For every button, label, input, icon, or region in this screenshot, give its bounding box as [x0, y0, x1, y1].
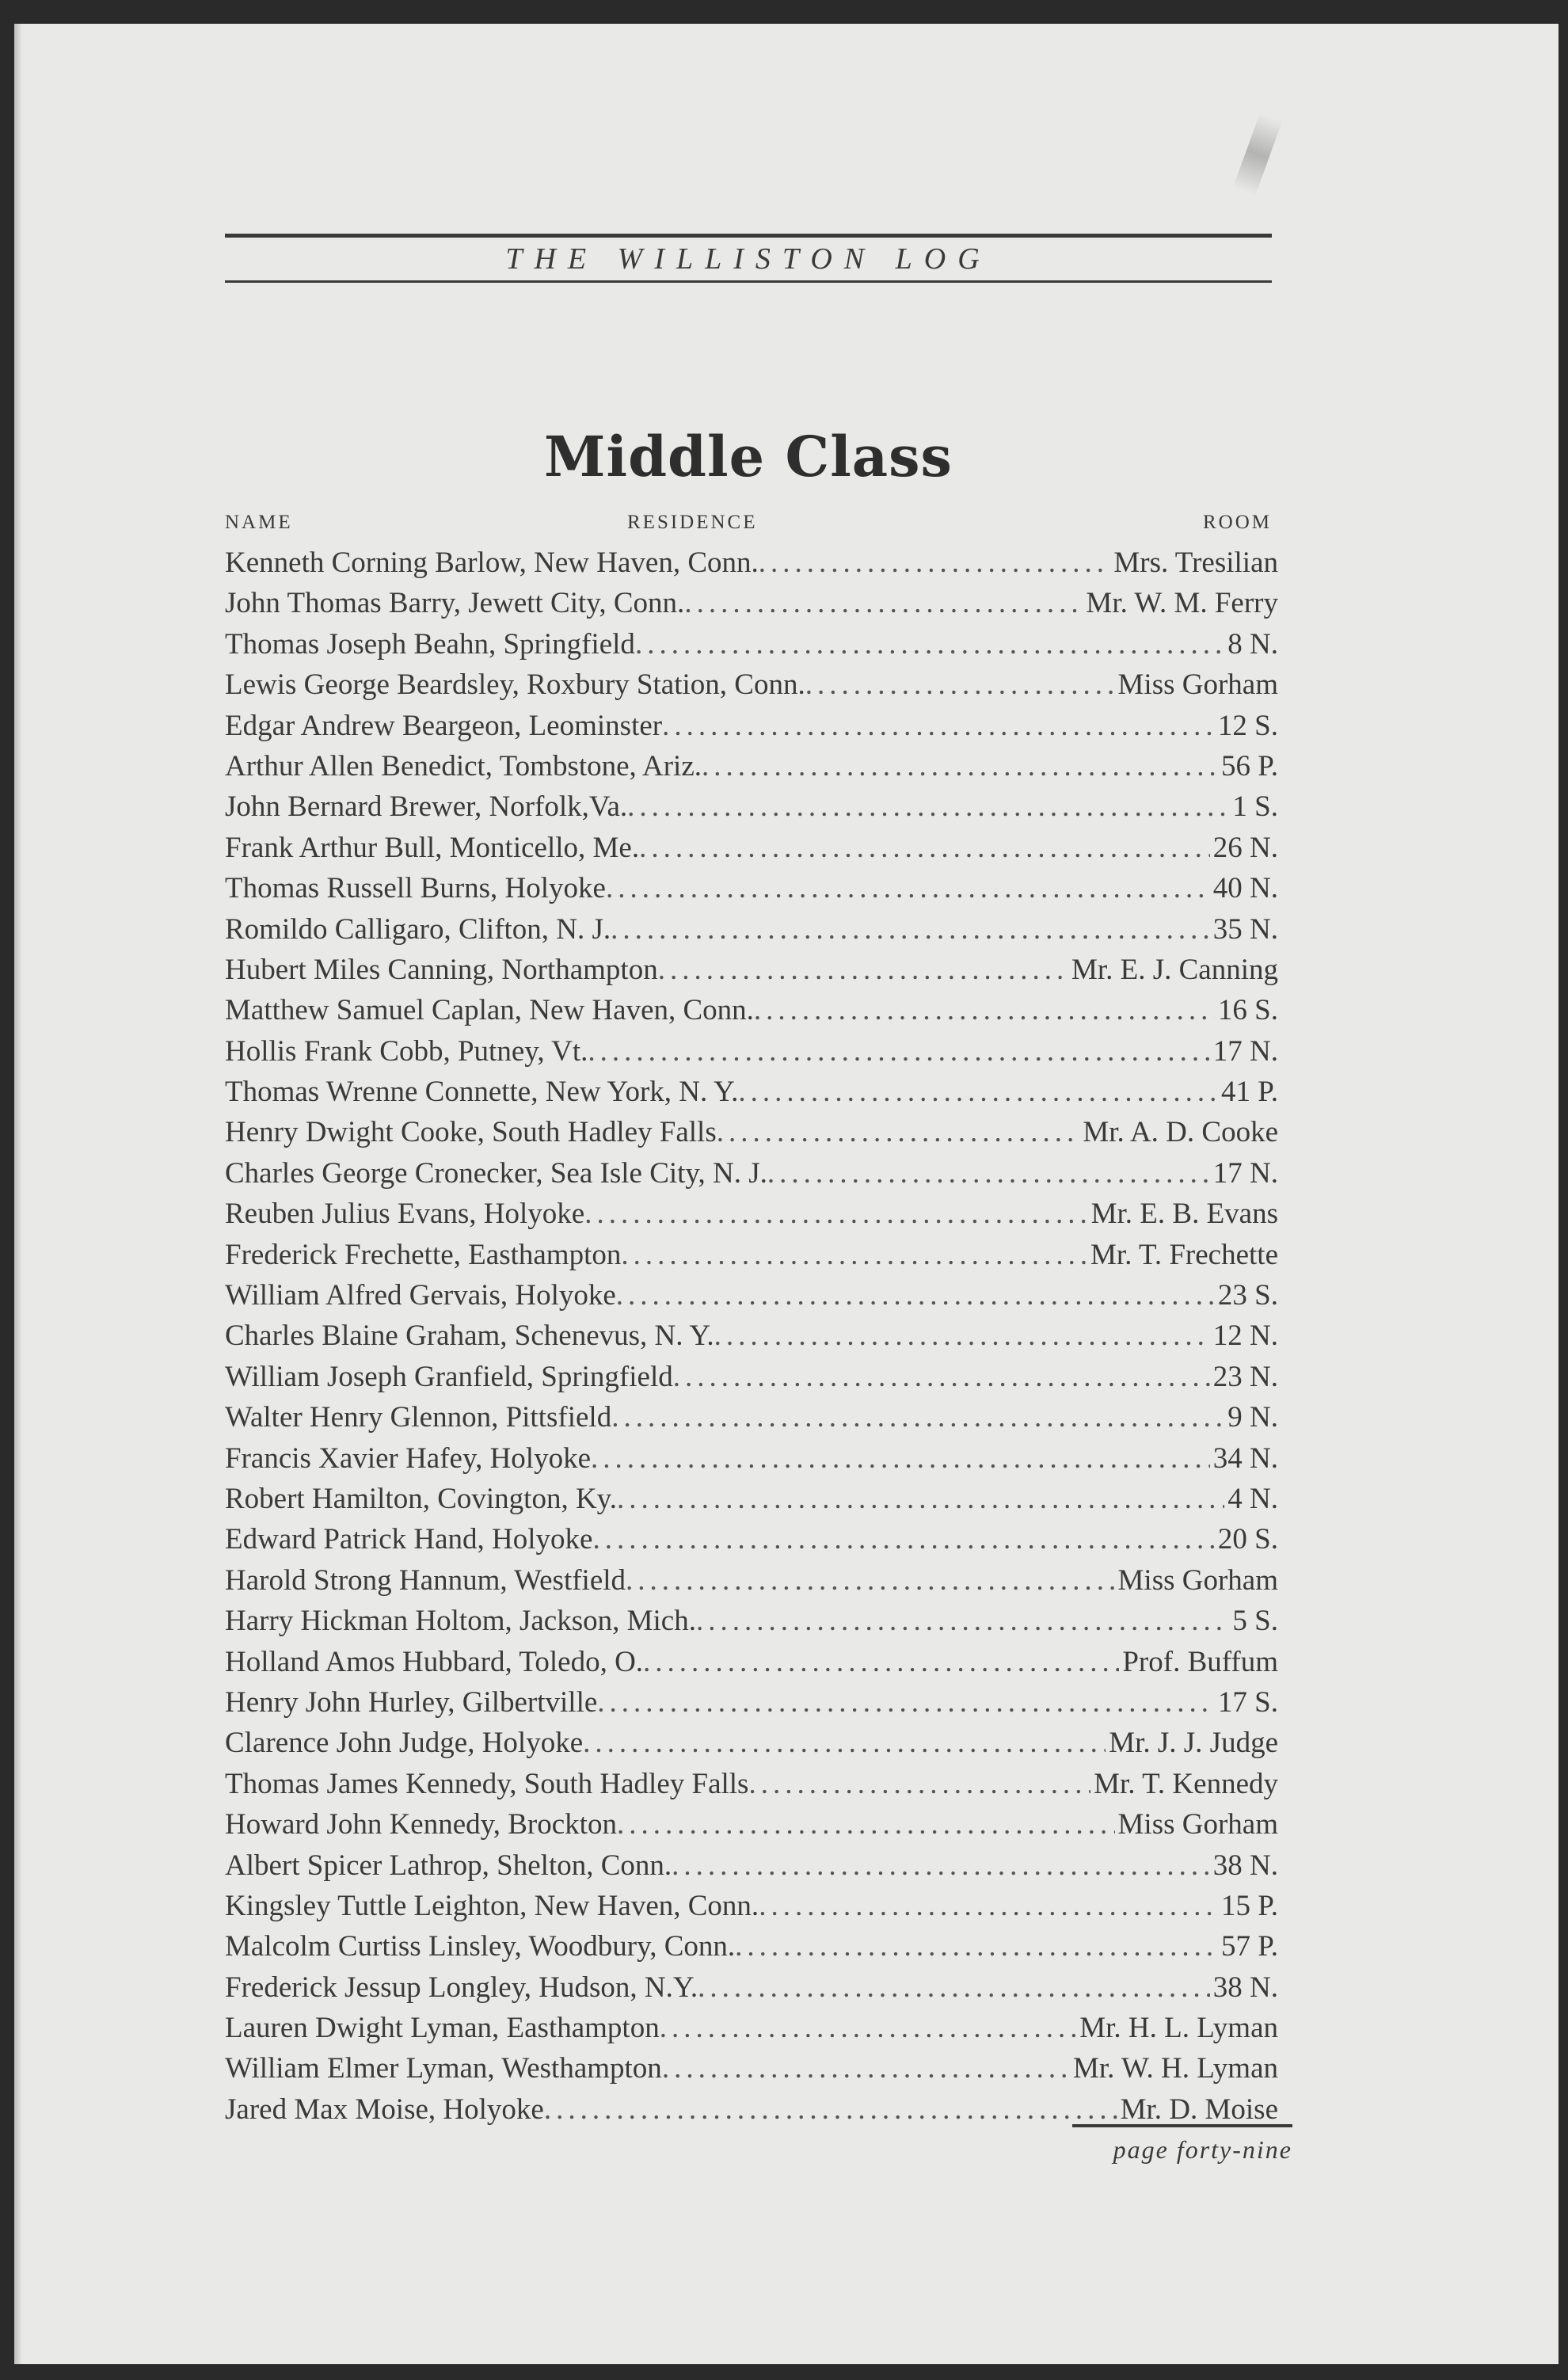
- dot-leader: [672, 1845, 1210, 1886]
- student-name-residence: Lewis George Beardsley, Roxbury Station, Conn.: [225, 668, 805, 702]
- student-name-residence: Holland Amos Hubbard, Toledo, O.: [225, 1645, 644, 1678]
- student-room: 38 N.: [1212, 1971, 1278, 2004]
- student-name-residence: Charles George Cronecker, Sea Isle City, N. J.: [225, 1156, 767, 1190]
- student-room: 4 N.: [1227, 1482, 1278, 1515]
- student-name-residence: Kenneth Corning Barlow, New Haven, Conn.: [225, 546, 759, 579]
- roster-row: [225, 2008, 1278, 2048]
- roster-row: [225, 664, 1278, 705]
- dot-leader: [714, 1316, 1210, 1356]
- student-name-residence: Lauren Dwight Lyman, Easthampton: [225, 2012, 660, 2045]
- dot-leader: [738, 1072, 1218, 1112]
- dot-leader: [759, 1886, 1218, 1926]
- student-room: Mr. W. M. Ferry: [1086, 587, 1278, 620]
- dot-leader: [696, 1601, 1229, 1641]
- roster-row: [225, 706, 1278, 746]
- student-room: 5 S.: [1232, 1605, 1278, 1638]
- running-header: [225, 234, 1272, 283]
- student-name-residence: Thomas Wrenne Connette, New York, N. Y.: [225, 1076, 739, 1109]
- roster-row: [225, 1560, 1278, 1601]
- student-name-residence: Reuben Julius Evans, Holyoke: [225, 1198, 585, 1231]
- roster-row: [225, 1804, 1278, 1845]
- student-name-residence: William Alfred Gervais, Holyoke: [225, 1279, 616, 1312]
- student-room: Mr. T. Frechette: [1090, 1238, 1278, 1271]
- student-room: Mr. H. L. Lyman: [1079, 2012, 1278, 2045]
- dot-leader: [635, 624, 1224, 664]
- student-room: Miss Gorham: [1117, 1563, 1278, 1597]
- dot-leader: [617, 1804, 1115, 1845]
- student-room: Mr. E. B. Evans: [1090, 1198, 1278, 1231]
- roster-row: [225, 1845, 1278, 1886]
- dot-leader: [702, 746, 1218, 786]
- student-name-residence: Harold Strong Hannum, Westfield: [225, 1563, 626, 1597]
- roster-row: [225, 746, 1278, 786]
- student-room: Mr. D. Moise: [1120, 2092, 1278, 2126]
- roster-row: [225, 1438, 1278, 1479]
- dot-leader: [639, 828, 1210, 868]
- student-name-residence: Kingsley Tuttle Leighton, New Haven, Conn.: [225, 1889, 759, 1922]
- roster-row: [225, 786, 1278, 827]
- dot-leader: [626, 1560, 1114, 1601]
- student-room: 26 N.: [1212, 831, 1278, 864]
- student-name-residence: Malcolm Curtiss Linsley, Woodbury, Conn.: [225, 1930, 736, 1963]
- student-room: 12 N.: [1212, 1319, 1278, 1353]
- student-room: 40 N.: [1212, 872, 1278, 905]
- dot-leader: [754, 990, 1215, 1030]
- student-room: 8 N.: [1227, 627, 1278, 661]
- dot-leader: [658, 950, 1068, 990]
- dot-leader: [717, 1112, 1080, 1152]
- student-name-residence: Hollis Frank Cobb, Putney, Vt.: [225, 1034, 588, 1068]
- roster-row: [225, 1357, 1278, 1397]
- roster-row: [225, 1072, 1278, 1112]
- dot-leader: [611, 909, 1210, 950]
- dot-leader: [592, 1519, 1214, 1559]
- student-name-residence: William Elmer Lyman, Westhampton: [225, 2052, 662, 2085]
- student-name-residence: Francis Xavier Hafey, Holyoke: [225, 1441, 591, 1475]
- student-name-residence: Harry Hickman Holtom, Jackson, Mich.: [225, 1605, 696, 1638]
- student-name-residence: Howard John Kennedy, Brockton: [225, 1808, 617, 1841]
- student-roster: [225, 543, 1278, 2130]
- student-room: Mrs. Tresilian: [1113, 546, 1278, 579]
- student-room: 15 P.: [1221, 1889, 1278, 1922]
- student-room: 56 P.: [1221, 749, 1278, 783]
- student-room: 57 P.: [1221, 1930, 1278, 1963]
- student-name-residence: Robert Hamilton, Covington, Ky.: [225, 1482, 618, 1515]
- student-room: 17 S.: [1217, 1685, 1278, 1719]
- dot-leader: [767, 1153, 1210, 1194]
- student-room: 35 N.: [1212, 912, 1278, 946]
- student-room: Miss Gorham: [1117, 668, 1278, 702]
- dot-leader: [805, 664, 1115, 705]
- column-header-room: ROOM: [1202, 512, 1272, 533]
- student-room: Mr. J. J. Judge: [1109, 1727, 1278, 1760]
- dot-leader: [673, 1357, 1210, 1397]
- dot-leader: [662, 706, 1215, 746]
- dot-leader: [660, 2008, 1077, 2048]
- student-room: 38 N.: [1212, 1849, 1278, 1882]
- student-name-residence: Albert Spicer Lathrop, Shelton, Conn.: [225, 1849, 672, 1882]
- student-name-residence: John Thomas Barry, Jewett City, Conn.: [225, 587, 685, 620]
- roster-row: [225, 1031, 1278, 1072]
- roster-row: [225, 990, 1278, 1030]
- roster-row: [225, 1397, 1278, 1438]
- student-name-residence: John Bernard Brewer, Norfolk,Va.: [225, 790, 628, 824]
- roster-row: [225, 909, 1278, 950]
- dot-leader: [735, 1926, 1218, 1967]
- dot-leader: [588, 1031, 1209, 1072]
- student-room: 12 S.: [1217, 709, 1278, 742]
- page-folio: page forty-nine: [1113, 2135, 1292, 2164]
- student-room: Mr. T. Kennedy: [1094, 1767, 1278, 1800]
- roster-row: [225, 583, 1278, 623]
- dot-leader: [759, 543, 1111, 583]
- roster-row: [225, 950, 1278, 990]
- dot-leader: [662, 2048, 1070, 2089]
- roster-row: [225, 543, 1278, 583]
- student-name-residence: Frederick Frechette, Easthampton: [225, 1238, 622, 1271]
- dot-leader: [611, 1397, 1224, 1438]
- pencil-mark: [1233, 113, 1282, 196]
- roster-row: [225, 1886, 1278, 1926]
- student-name-residence: Walter Henry Glennon, Pittsfield: [225, 1401, 612, 1434]
- roster-row: [225, 1194, 1278, 1234]
- column-header-name: NAME: [225, 512, 293, 533]
- student-name-residence: Jared Max Moise, Holyoke: [225, 2092, 544, 2126]
- student-room: 16 S.: [1217, 994, 1278, 1027]
- dot-leader: [597, 1682, 1215, 1723]
- roster-row: [225, 1642, 1278, 1682]
- student-room: Mr. E. J. Canning: [1071, 953, 1278, 986]
- student-room: 17 N.: [1212, 1034, 1278, 1068]
- student-room: 23 N.: [1212, 1360, 1278, 1393]
- student-name-residence: Charles Blaine Graham, Schenevus, N. Y.: [225, 1319, 714, 1353]
- dot-leader: [591, 1438, 1210, 1479]
- student-room: Prof. Buffum: [1122, 1645, 1278, 1678]
- dot-leader: [627, 786, 1229, 827]
- roster-row: [225, 1967, 1278, 2008]
- roster-row: [225, 1682, 1278, 1723]
- roster-row: [225, 828, 1278, 868]
- page-spine-shadow: [14, 24, 22, 2364]
- roster-row: [225, 1926, 1278, 1967]
- student-name-residence: Thomas Joseph Beahn, Springfield: [225, 627, 635, 661]
- student-name-residence: Matthew Samuel Caplan, New Haven, Conn.: [225, 994, 754, 1027]
- dot-leader: [621, 1235, 1087, 1275]
- dot-leader: [748, 1764, 1090, 1804]
- student-room: Miss Gorham: [1117, 1808, 1278, 1841]
- student-name-residence: Henry John Hurley, Gilbertville: [225, 1685, 598, 1719]
- footer-rule: [1072, 2124, 1292, 2127]
- roster-row: [225, 1601, 1278, 1641]
- student-room: Mr. A. D. Cooke: [1083, 1116, 1278, 1149]
- student-room: 9 N.: [1227, 1401, 1278, 1434]
- dot-leader: [698, 1967, 1210, 2008]
- roster-row: [225, 868, 1278, 908]
- dot-leader: [684, 583, 1083, 623]
- student-name-residence: Edward Patrick Hand, Holyoke: [225, 1523, 593, 1556]
- dot-leader: [606, 868, 1210, 908]
- student-name-residence: Frederick Jessup Longley, Hudson, N.Y.: [225, 1971, 698, 2004]
- student-room: 41 P.: [1221, 1076, 1278, 1109]
- dot-leader: [643, 1642, 1119, 1682]
- dot-leader: [544, 2089, 1117, 2130]
- roster-row: [225, 1275, 1278, 1316]
- header-rule-bottom: [225, 280, 1272, 283]
- column-header-residence: RESIDENCE: [627, 512, 758, 533]
- student-room: 17 N.: [1212, 1156, 1278, 1190]
- student-name-residence: Edgar Andrew Beargeon, Leominster: [225, 709, 663, 742]
- student-name-residence: Hubert Miles Canning, Northampton: [225, 953, 658, 986]
- student-name-residence: William Joseph Granfield, Springfield: [225, 1360, 673, 1393]
- roster-row: [225, 1112, 1278, 1152]
- student-room: 1 S.: [1232, 790, 1278, 824]
- roster-row: [225, 1479, 1278, 1519]
- running-header-title: THE WILLISTON LOG: [505, 242, 991, 276]
- roster-row: [225, 1153, 1278, 1194]
- section-title: Middle Class: [544, 424, 953, 489]
- dot-leader: [583, 1723, 1106, 1763]
- roster-row: [225, 1764, 1278, 1804]
- student-name-residence: Thomas James Kennedy, South Hadley Falls: [225, 1767, 749, 1800]
- student-room: 23 S.: [1217, 1279, 1278, 1312]
- student-room: Mr. W. H. Lyman: [1072, 2052, 1278, 2085]
- dot-leader: [584, 1194, 1087, 1234]
- dot-leader: [616, 1275, 1215, 1316]
- roster-row: [225, 1723, 1278, 1763]
- page: [14, 24, 1558, 2364]
- dot-leader: [617, 1479, 1224, 1519]
- student-name-residence: Frank Arthur Bull, Monticello, Me.: [225, 831, 640, 864]
- roster-row: [225, 1519, 1278, 1559]
- roster-row: [225, 1235, 1278, 1275]
- student-name-residence: Clarence John Judge, Holyoke: [225, 1727, 584, 1760]
- student-room: 34 N.: [1212, 1441, 1278, 1475]
- student-name-residence: Arthur Allen Benedict, Tombstone, Ariz.: [225, 749, 702, 783]
- student-name-residence: Romildo Calligaro, Clifton, N. J.: [225, 912, 611, 946]
- student-room: 20 S.: [1217, 1523, 1278, 1556]
- student-name-residence: Henry Dwight Cooke, South Hadley Falls: [225, 1116, 717, 1149]
- roster-row: [225, 2048, 1278, 2089]
- roster-row: [225, 1316, 1278, 1356]
- student-name-residence: Thomas Russell Burns, Holyoke: [225, 872, 606, 905]
- roster-row: [225, 624, 1278, 664]
- column-headers: [225, 508, 1272, 537]
